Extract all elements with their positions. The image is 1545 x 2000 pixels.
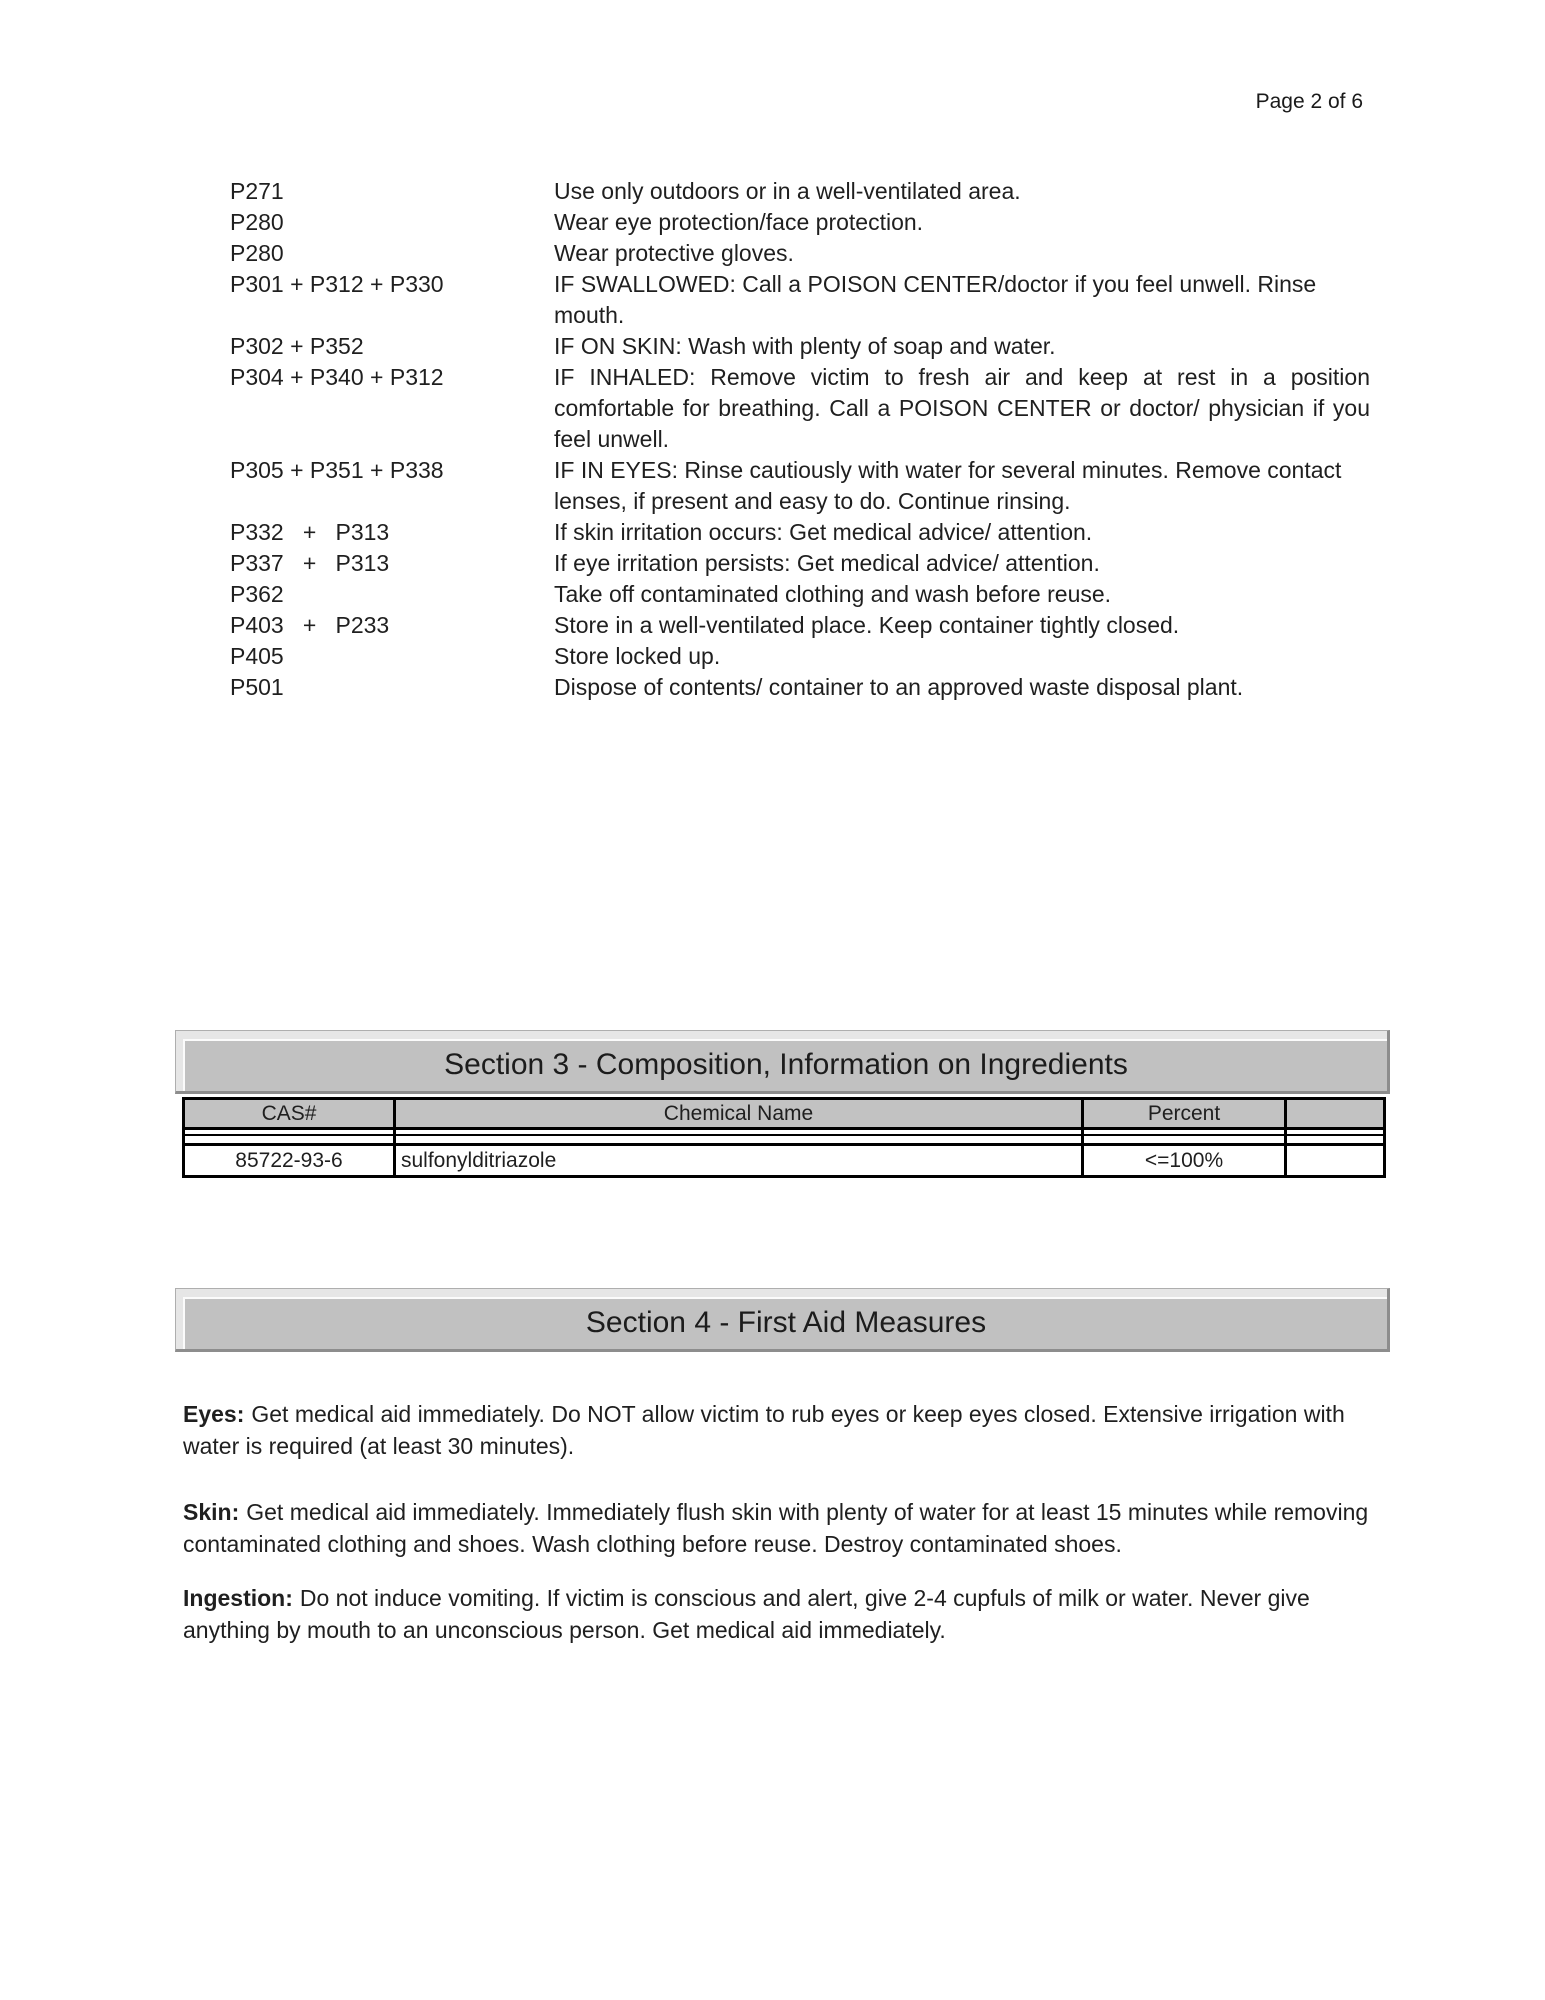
composition-table-row xyxy=(184,1145,1385,1177)
pcode-label: P304 + P340 + P312 xyxy=(230,364,444,390)
pcode-description: Dispose of contents/ container to an approved waste disposal plant. xyxy=(554,674,1244,700)
cell-cas-number: 85722-93-6 xyxy=(184,1145,395,1177)
pcode-label: P280 xyxy=(230,240,284,266)
pcode-label: P362 xyxy=(230,581,284,607)
section4-title: Section 4 - First Aid Measures xyxy=(183,1297,1387,1349)
paragraph-eyes-text: Get medical aid immediately. Do NOT allow victim to rub eyes or keep eyes closed. Extensive irrigation with water is required (at least 30 minutes). xyxy=(183,1401,1345,1459)
section-4 xyxy=(175,1288,1390,1352)
pcode-description: If skin irritation occurs: Get medical advice/ attention. xyxy=(554,519,1093,545)
table-spacer-row xyxy=(184,1135,1385,1145)
cell-blank xyxy=(1286,1145,1385,1177)
pcode-description: Store in a well-ventilated place. Keep container tightly closed. xyxy=(554,612,1180,638)
pcode-description: Wear eye protection/face protection. xyxy=(554,209,924,235)
cell-chemical-name: sulfonylditriazole xyxy=(395,1145,1083,1177)
pcode-label: P337 + P313 xyxy=(230,550,390,576)
section3-title: Section 3 - Composition, Information on Ingredients xyxy=(183,1039,1387,1091)
pcode-label: P305 + P351 + P338 xyxy=(230,457,444,483)
paragraph-eyes xyxy=(183,1398,1371,1462)
pcode-description: Use only outdoors or in a well-ventilated area. xyxy=(554,178,1021,204)
paragraph-ingestion xyxy=(183,1582,1371,1646)
pcode-description: Take off contaminated clothing and wash before reuse. xyxy=(554,581,1112,607)
section4-header-bar xyxy=(175,1288,1390,1352)
pcode-label: P271 xyxy=(230,178,284,204)
column-header-percent: Percent xyxy=(1083,1099,1286,1129)
first-aid-paragraphs xyxy=(183,1398,1371,1646)
paragraph-eyes-label: Eyes: xyxy=(183,1401,245,1427)
column-header-blank xyxy=(1286,1099,1385,1129)
pcode-label: P301 + P312 + P330 xyxy=(230,271,444,297)
paragraph-skin-label: Skin: xyxy=(183,1499,240,1525)
cell-percent: <=100% xyxy=(1083,1145,1286,1177)
pcode-description: IF IN EYES: Rinse cautiously with water for several minutes. Remove contact lenses, if present and easy to do. Continue rinsing. xyxy=(554,457,1342,514)
pcode-description: Store locked up. xyxy=(554,643,721,669)
pcode-label: P405 xyxy=(230,643,284,669)
section-3 xyxy=(175,1030,1390,1178)
pcode-label: P302 + P352 xyxy=(230,333,364,359)
pcode-description: Wear protective gloves. xyxy=(554,240,794,266)
pcode-description: IF INHALED: Remove victim to fresh air and keep at rest in a position comfortable for breathing. Call a POISON CENTER or doctor/ physician if you feel unwell. xyxy=(554,364,1370,452)
paragraph-skin-text: Get medical aid immediately. Immediately flush skin with plenty of water for at least 15 minutes while removing contaminated clothing and shoes. Wash clothing before reuse. Destroy contaminated shoes. xyxy=(183,1499,1369,1557)
page-number: Page 2 of 6 xyxy=(1255,90,1363,113)
paragraph-ingestion-label: Ingestion: xyxy=(183,1585,293,1611)
section3-header-bar xyxy=(175,1030,1390,1094)
precautionary-statements-list xyxy=(230,176,1370,703)
pcode-label: P501 xyxy=(230,674,284,700)
pcode-description: If eye irritation persists: Get medical advice/ attention. xyxy=(554,550,1100,576)
column-header-chemical-name: Chemical Name xyxy=(395,1099,1083,1129)
pcode-label: P403 + P233 xyxy=(230,612,390,638)
pcode-label: P280 xyxy=(230,209,284,235)
paragraph-ingestion-text: Do not induce vomiting. If victim is conscious and alert, give 2-4 cupfuls of milk or water. Never give anything by mouth to an unconscious person. Get medical aid immediately. xyxy=(183,1585,1310,1643)
composition-table xyxy=(182,1097,1386,1178)
column-header-cas: CAS# xyxy=(184,1099,395,1129)
paragraph-skin xyxy=(183,1496,1371,1560)
pcode-label: P332 + P313 xyxy=(230,519,390,545)
pcode-description: IF SWALLOWED: Call a POISON CENTER/doctor if you feel unwell. Rinse mouth. xyxy=(554,271,1317,328)
pcode-description: IF ON SKIN: Wash with plenty of soap and water. xyxy=(554,333,1056,359)
composition-table-header-row xyxy=(184,1099,1385,1129)
